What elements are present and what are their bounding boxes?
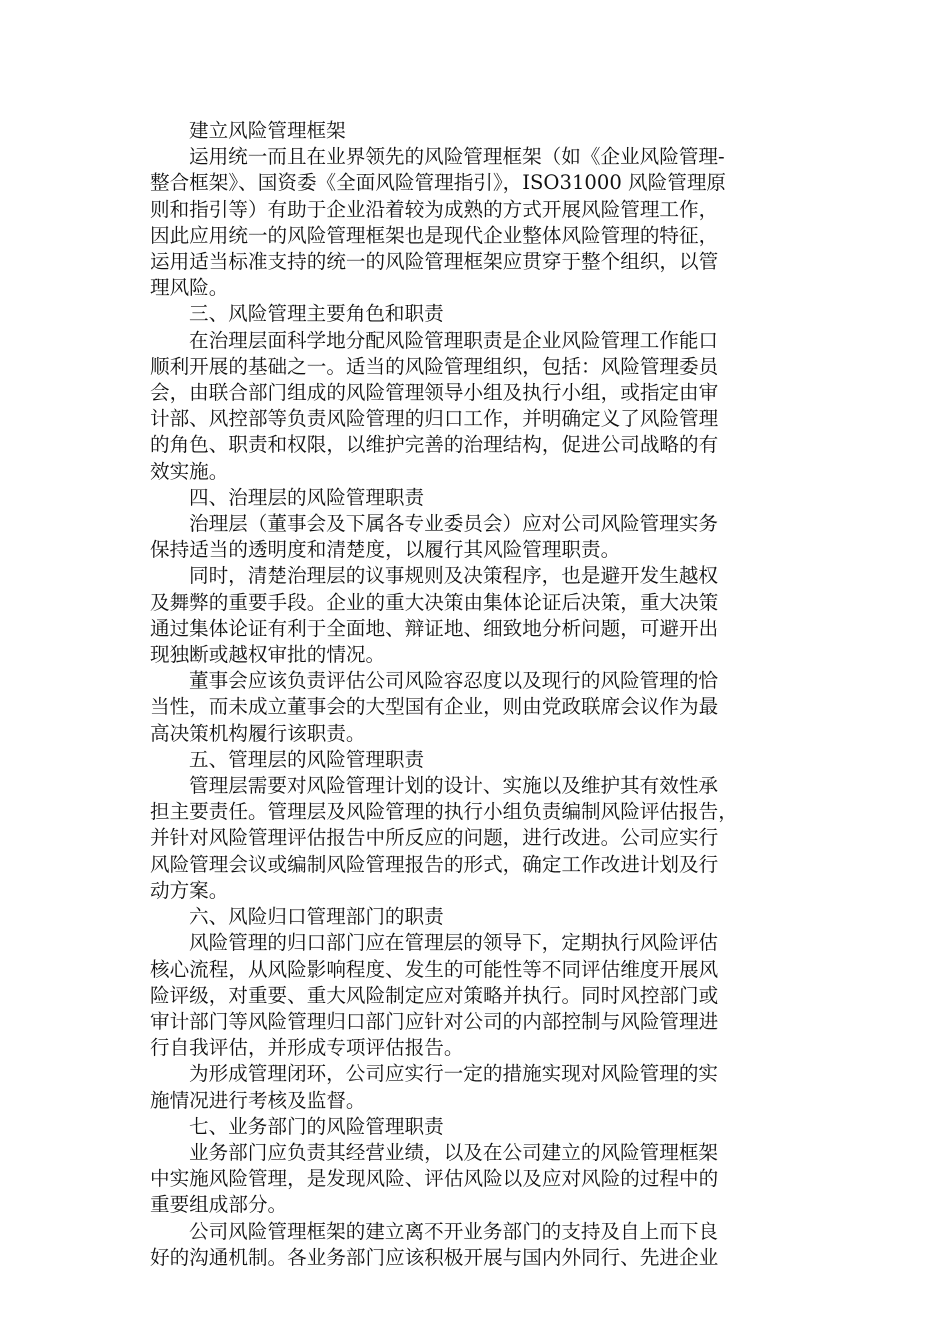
- text-line: 计部、风控部等负责风险管理的归口工作，并明确定义了风险管理: [150, 407, 719, 431]
- section-heading: 七、业务部门的风险管理职责: [189, 1114, 444, 1138]
- text-line: 在治理层面科学地分配风险管理职责是企业风险管理工作能口: [189, 328, 719, 352]
- text-line: 运用适当标准支持的统一的风险管理框架应贯穿于整个组织，以管: [150, 250, 719, 274]
- text-line: 同时，清楚治理层的议事规则及决策程序，也是避开发生越权: [189, 564, 719, 588]
- text-line: 理风险。: [150, 276, 229, 300]
- text-line: 董事会应该负责评估公司风险容忍度以及现行的风险管理的恰: [189, 669, 719, 693]
- text-line: 风险管理的归口部门应在管理层的领导下，定期执行风险评估: [189, 931, 719, 955]
- text-line: 为形成管理闭环，公司应实行一定的措施实现对风险管理的实: [189, 1062, 719, 1086]
- text-line: 行自我评估，并形成专项评估报告。: [150, 1036, 464, 1060]
- text-line: 顺利开展的基础之一。适当的风险管理组织，包括：风险管理委员: [150, 354, 719, 378]
- text-line: 效实施。: [150, 459, 229, 483]
- text-line: 管理层需要对风险管理计划的设计、实施以及维护其有效性承: [189, 774, 719, 798]
- text-line: 动方案。: [150, 878, 229, 902]
- text-line: 当性，而未成立董事会的大型国有企业，则由党政联席会议作为最: [150, 695, 719, 719]
- section-heading: 三、风险管理主要角色和职责: [189, 302, 444, 326]
- section-heading: 四、治理层的风险管理职责: [189, 485, 425, 509]
- text-line: 高决策机构履行该职责。: [150, 721, 366, 745]
- text-line: 好的沟通机制。各业务部门应该积极开展与国内外同行、先进企业: [150, 1245, 719, 1269]
- text-line: 风险管理会议或编制风险管理报告的形式，确定工作改进计划及行: [150, 852, 719, 876]
- text-line: 公司风险管理框架的建立离不开业务部门的支持及自上而下良: [189, 1219, 719, 1243]
- text-line: 并针对风险管理评估报告中所反应的问题，进行改进。公司应实行: [150, 826, 719, 850]
- section-heading: 建立风险管理框架: [189, 119, 346, 142]
- text-line: 现独断或越权审批的情况。: [150, 643, 386, 667]
- text-line: 重要组成部分。: [150, 1193, 288, 1217]
- text-line: 业务部门应负责其经营业绩，以及在公司建立的风险管理框架: [189, 1140, 719, 1164]
- text-line: 则和指引等）有助于企业沿着较为成熟的方式开展风险管理工作，: [150, 197, 719, 221]
- section-heading: 六、风险归口管理部门的职责: [189, 905, 444, 929]
- text-line: 会，由联合部门组成的风险管理领导小组及执行小组，或指定由审: [150, 381, 719, 405]
- text-line: 运用统一而且在业界领先的风险管理框架（如《企业风险管理-: [189, 145, 725, 169]
- text-line: 的角色、职责和权限，以维护完善的治理结构，促进公司战略的有: [150, 433, 719, 457]
- text-line: 审计部门等风险管理归口部门应针对公司的内部控制与风险管理进: [150, 1009, 719, 1033]
- section-heading: 五、管理层的风险管理职责: [189, 747, 425, 771]
- text-line: 及舞弊的重要手段。企业的重大决策由集体论证后决策，重大决策: [150, 590, 719, 614]
- text-line: 险评级，对重要、重大风险制定应对策略并执行。同时风控部门或: [150, 983, 719, 1007]
- text-line: 治理层（董事会及下属各专业委员会）应对公司风险管理实务: [189, 512, 719, 536]
- text-line: 保持适当的透明度和清楚度，以履行其风险管理职责。: [150, 538, 621, 562]
- text-line: 通过集体论证有利于全面地、辩证地、细致地分析问题，可避开出: [150, 616, 719, 640]
- text-line: 因此应用统一的风险管理框架也是现代企业整体风险管理的特征，: [150, 223, 719, 247]
- text-line: 整合框架》、国资委《全面风险管理指引》，ISO31000 风险管理原: [150, 171, 727, 195]
- text-line: 核心流程，从风险影响程度、发生的可能性等不同评估维度开展风: [150, 957, 719, 981]
- text-line: 中实施风险管理，是发现风险、评估风险以及应对风险的过程中的: [150, 1167, 719, 1191]
- text-line: 施情况进行考核及监督。: [150, 1088, 366, 1112]
- text-line: 担主要责任。管理层及风险管理的执行小组负责编制风险评估报告，: [150, 800, 738, 824]
